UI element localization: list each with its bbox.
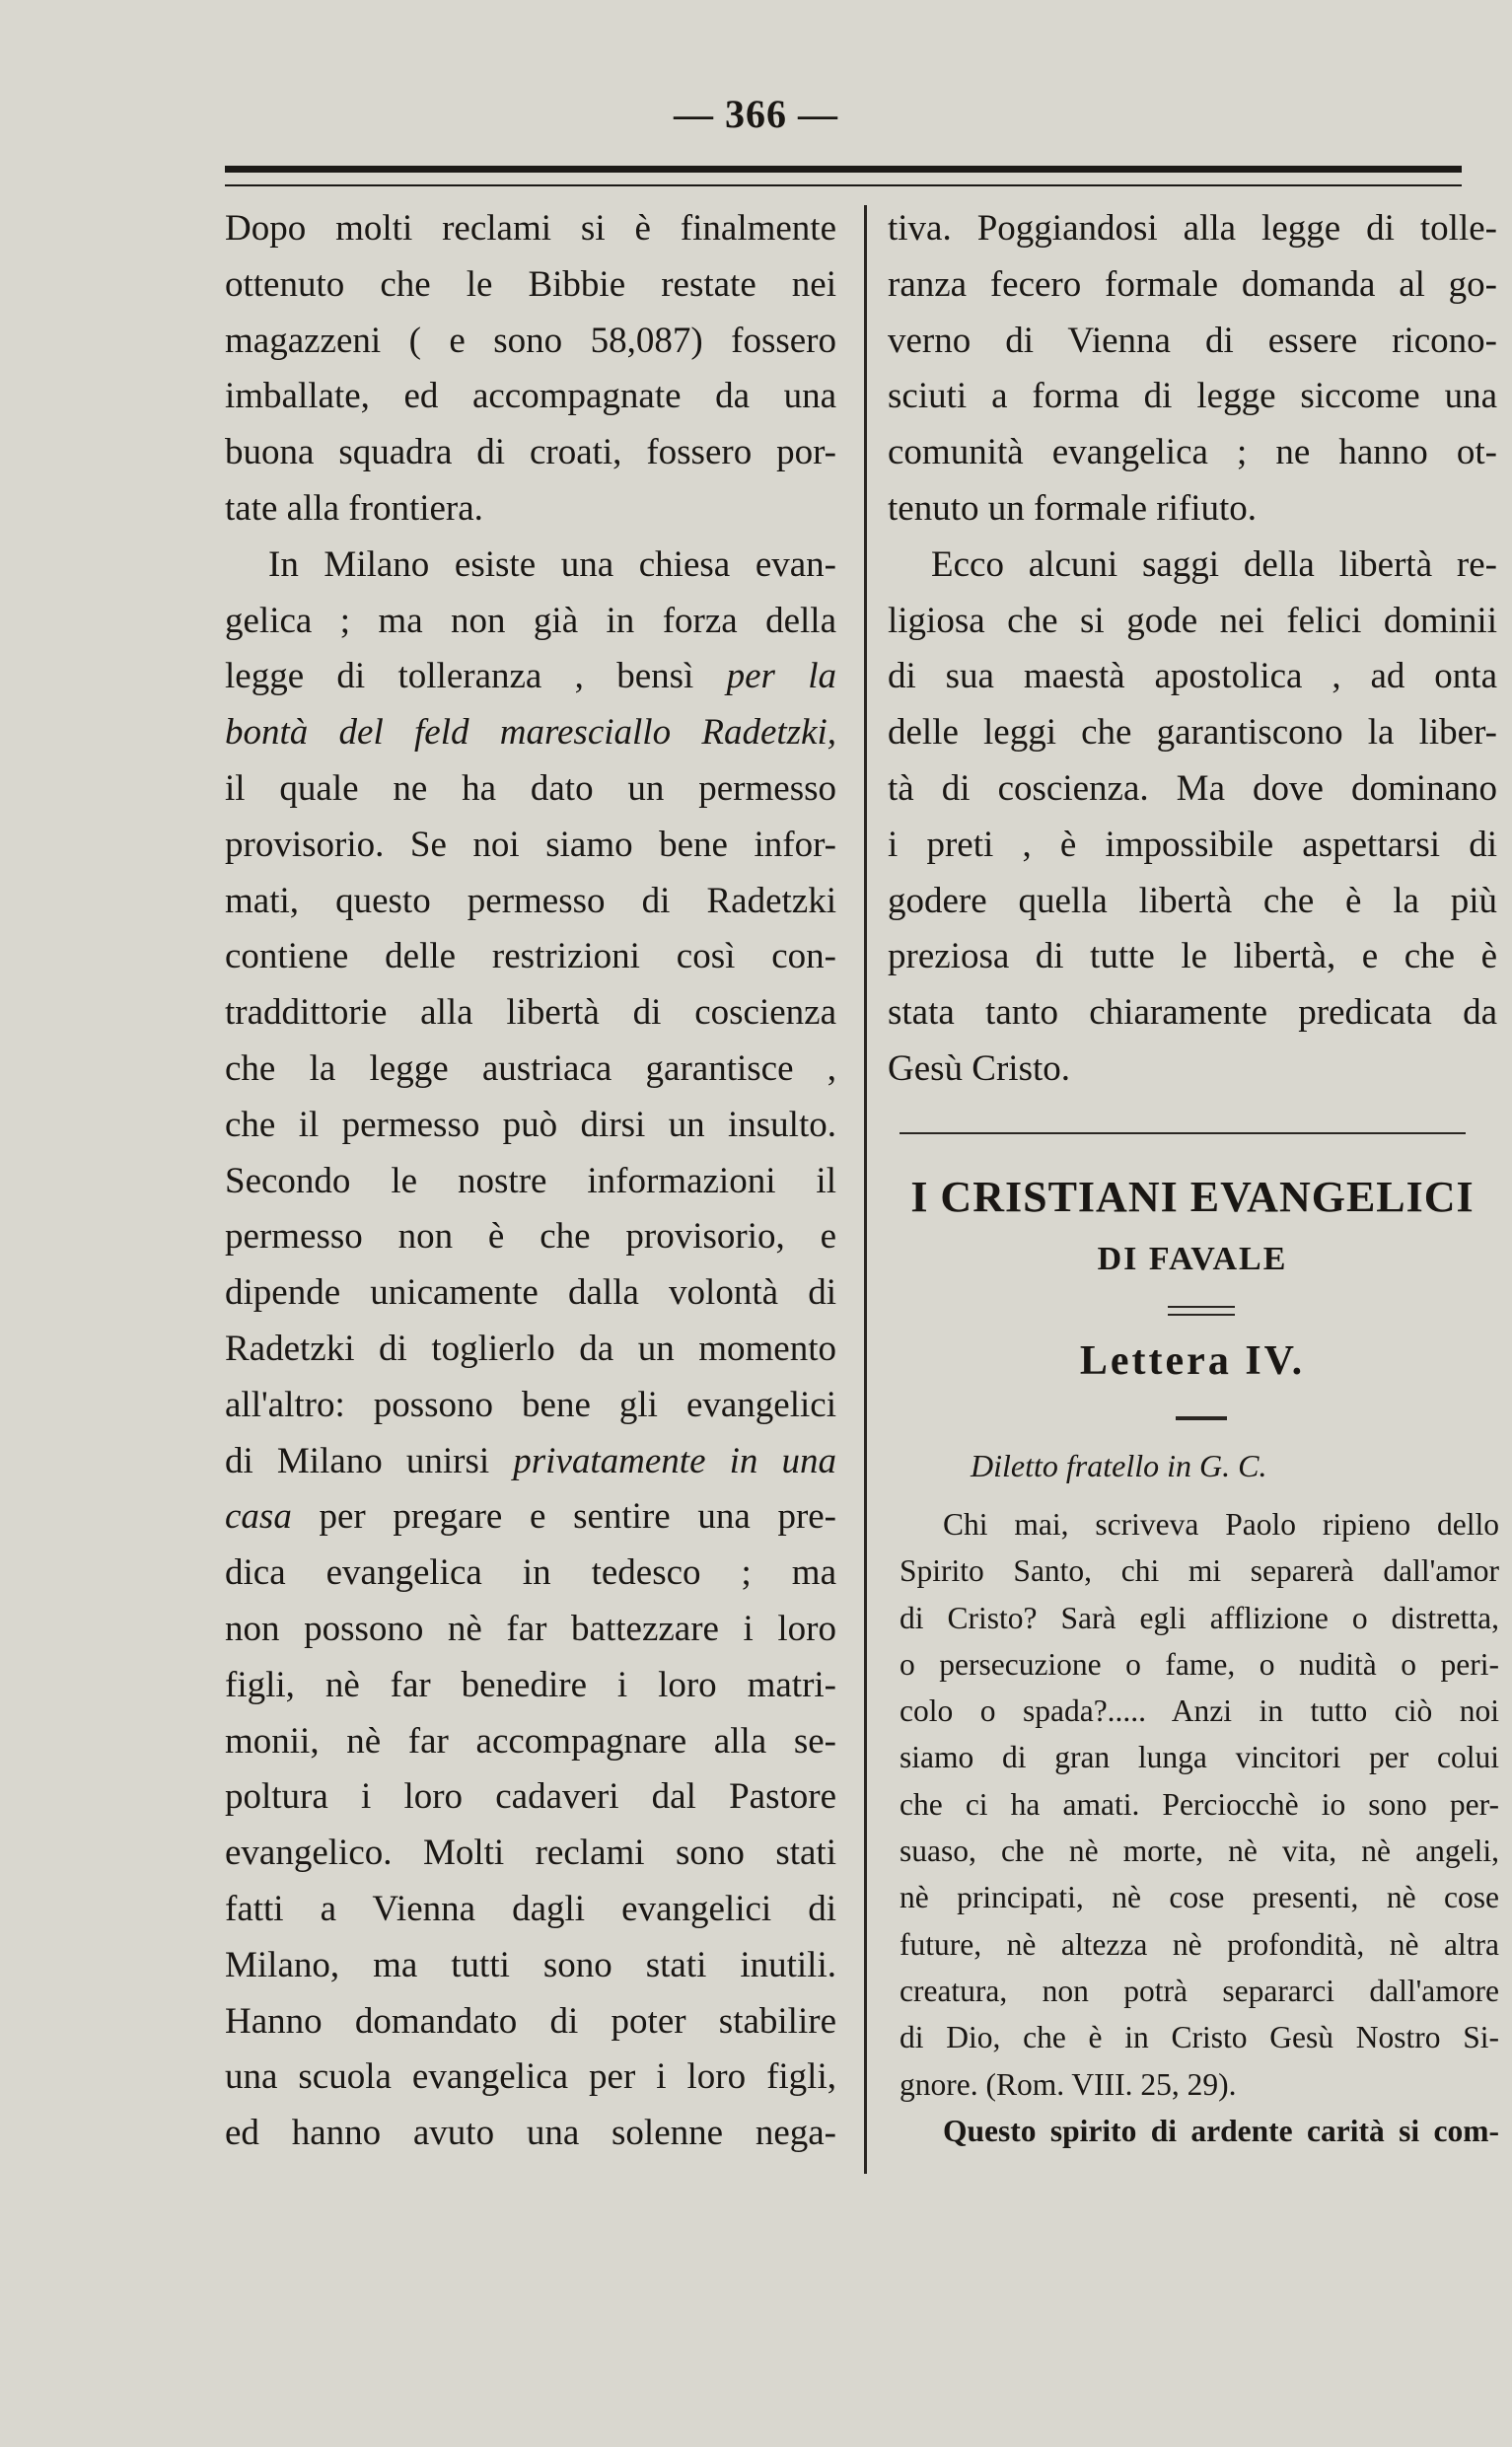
text-line: monii, nè far accompagnare alla se- xyxy=(225,1720,836,1762)
letter-heading: Lettera IV. xyxy=(1079,1338,1306,1384)
italic-text: per la xyxy=(726,656,836,697)
text-line: all'altro: possono bene gli evangelici xyxy=(225,1384,836,1425)
text-line: dipende unicamente dalla volontà di xyxy=(225,1272,836,1314)
text-line: di sua maestà apostolica , ad onta xyxy=(888,656,1497,697)
text-line xyxy=(225,705,836,761)
text-line: fatti a Vienna dagli evangelici di xyxy=(225,1888,836,1929)
text-line: tenuto un formale rifiuto. xyxy=(888,487,1258,529)
text-line: di Cristo? Sarà egli afflizione o distretta, xyxy=(900,1600,1499,1635)
text-line: gnore. (Rom. VIII. 25, 29). xyxy=(900,2066,1237,2102)
text-line: Milano, ma tutti sono stati inutili. xyxy=(225,1944,836,1985)
text-line: nè principati, nè cose presenti, nè cose xyxy=(900,1880,1499,1915)
text-line: comunità evangelica ; ne hanno ot- xyxy=(888,432,1497,473)
text-line: creatura, non potrà separarci dall'amore xyxy=(900,1973,1499,2008)
article-subtitle: DI FAVALE xyxy=(1097,1241,1288,1277)
text-line: suaso, che nè morte, nè vita, nè angeli, xyxy=(900,1834,1499,1869)
text-line: gelica ; ma non già in forza della xyxy=(225,600,836,641)
text-line: future, nè altezza nè profondità, nè altra xyxy=(900,1926,1499,1962)
text-line: il quale ne ha dato un permesso xyxy=(225,767,836,809)
text-segment: legge di tolleranza , bensì xyxy=(225,656,694,697)
text-line: Secondo le nostre informazioni il xyxy=(225,1160,836,1201)
text-line: evangelico. Molti reclami sono stati xyxy=(225,1833,836,1874)
text-line xyxy=(225,1434,836,1490)
letter-salutation: Diletto fratello in G. C. xyxy=(971,1448,1267,1483)
text-line: provisorio. Se noi siamo bene infor- xyxy=(225,824,836,865)
text-line: godere quella libertà che è la più xyxy=(888,880,1497,921)
italic-text: bontà del feld maresciallo Radetzki, xyxy=(225,712,836,754)
page-number: — 366 — xyxy=(674,92,838,136)
text-line: poltura i loro cadaveri dal Pastore xyxy=(225,1776,836,1818)
text-line: ranza fecero formale domanda al go- xyxy=(888,263,1497,305)
top-rule xyxy=(225,166,1462,186)
text-line: Questo spirito di ardente carità si com- xyxy=(943,2113,1499,2148)
ornament-rule xyxy=(1168,1306,1235,1308)
text-line: stata tanto chiaramente predicata da xyxy=(888,992,1497,1034)
text-line: i preti , è impossibile aspettarsi di xyxy=(888,824,1497,865)
column-separator xyxy=(864,205,867,2174)
text-line: sciuti a forma di legge siccome una xyxy=(888,376,1497,417)
text-line: mati, questo permesso di Radetzki xyxy=(225,880,836,921)
letter-body xyxy=(900,1501,1499,2154)
text-line: Dopo molti reclami si è finalmente xyxy=(225,208,836,249)
ornament-rule xyxy=(1168,1314,1235,1316)
text-line: tiva. Poggiandosi alla legge di tolle- xyxy=(888,208,1497,249)
text-line: Radetzki di toglierlo da un momento xyxy=(225,1328,836,1369)
text-line: ottenuto che le Bibbie restate nei xyxy=(225,263,836,305)
text-line: che la legge austriaca garantisce , xyxy=(225,1047,836,1089)
article-title: I CRISTIANI EVANGELICI xyxy=(910,1173,1475,1221)
text-line: delle leggi che garantiscono la liber- xyxy=(888,712,1497,754)
text-line: Hanno domandato di poter stabilire xyxy=(225,2000,836,2042)
text-line: permesso non è che provisorio, e xyxy=(225,1216,836,1258)
text-line: tà di coscienza. Ma dove dominano xyxy=(888,767,1497,809)
text-line: colo o spada?..... Anzi in tutto ciò noi xyxy=(900,1693,1499,1729)
italic-text: privatamente in una xyxy=(513,1440,836,1481)
text-line: o persecuzione o fame, o nudità o peri- xyxy=(900,1646,1499,1682)
text-line: di Dio, che è in Cristo Gesù Nostro Si- xyxy=(900,2020,1499,2055)
text-segment: per pregare e sentire una pre- xyxy=(319,1496,837,1538)
text-line: Spirito Santo, chi mi separerà dall'amor xyxy=(900,1553,1499,1589)
text-line: Chi mai, scriveva Paolo ripieno dello xyxy=(943,1507,1499,1542)
text-line: In Milano esiste una chiesa evan- xyxy=(268,543,836,585)
text-line: imballate, ed accompagnate da una xyxy=(225,376,836,417)
text-line: verno di Vienna di essere ricono- xyxy=(888,320,1497,361)
text-line: Gesù Cristo. xyxy=(888,1047,1070,1089)
text-line: che il permesso può dirsi un insulto. xyxy=(225,1104,836,1145)
text-segment: di Milano unirsi xyxy=(225,1440,490,1481)
section-rule xyxy=(900,1132,1466,1134)
text-line xyxy=(225,649,836,705)
text-line: che ci ha amati. Perciocchè io sono per- xyxy=(900,1786,1499,1822)
text-line: magazzeni ( e sono 58,087) fossero xyxy=(225,320,836,361)
text-line: siamo di gran lunga vincitori per colui xyxy=(900,1740,1499,1775)
left-column xyxy=(225,201,836,2162)
text-line: buona squadra di croati, fossero por- xyxy=(225,432,836,473)
text-line: traddittorie alla libertà di coscienza xyxy=(225,992,836,1034)
text-line: dica evangelica in tedesco ; ma xyxy=(225,1552,836,1594)
text-line: non possono nè far battezzare i loro xyxy=(225,1608,836,1649)
ornament-rule xyxy=(1176,1416,1227,1420)
text-line xyxy=(225,1489,836,1546)
text-line: contiene delle restrizioni così con- xyxy=(225,936,836,977)
text-line: una scuola evangelica per i loro figli, xyxy=(225,2056,836,2098)
text-line: preziosa di tutte le libertà, e che è xyxy=(888,936,1497,977)
text-line: tate alla frontiera. xyxy=(225,487,483,529)
right-column-top xyxy=(888,201,1497,1098)
text-line: ligiosa che si gode nei felici dominii xyxy=(888,600,1497,641)
italic-text: casa xyxy=(225,1496,292,1538)
text-line: Ecco alcuni saggi della libertà re- xyxy=(931,543,1497,585)
text-line: figli, nè far benedire i loro matri- xyxy=(225,1664,836,1705)
text-line: ed hanno avuto una solenne nega- xyxy=(225,2113,836,2154)
